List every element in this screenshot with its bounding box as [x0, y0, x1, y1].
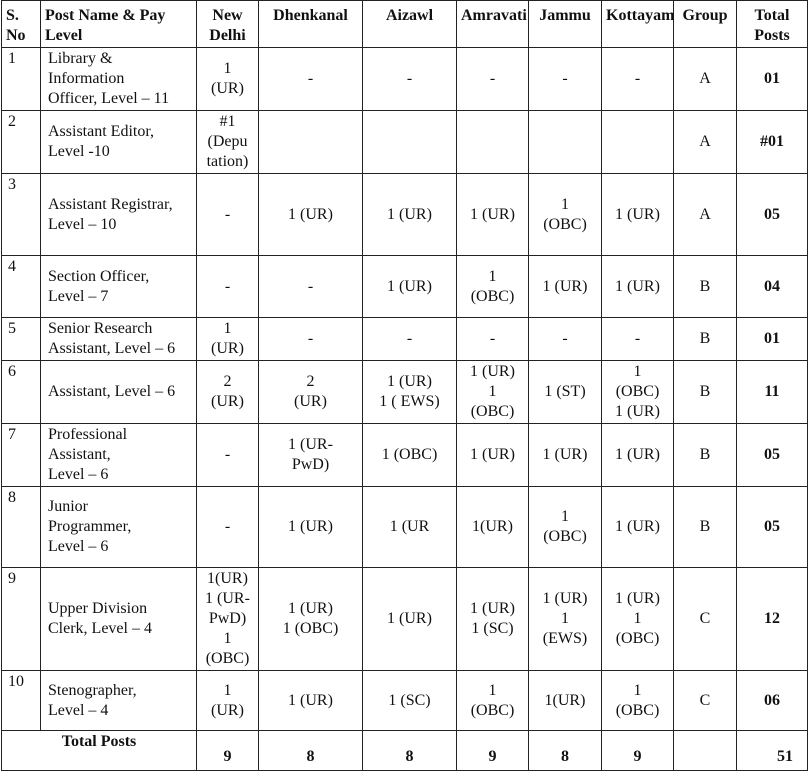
- vacancy-new-delhi: -: [197, 256, 259, 318]
- vacancy-new-delhi: 1 (UR): [197, 671, 259, 731]
- table-row: [2, 48, 808, 111]
- column-header-group: Group: [674, 1, 737, 48]
- vacancy-amravati: [457, 111, 529, 174]
- vacancy-amravati: 1 (UR): [457, 174, 529, 256]
- post-name: Stenographer, Level – 4: [41, 671, 197, 731]
- vacancy-aizawl: 1 (UR): [363, 568, 457, 671]
- vacancy-new-delhi: -: [197, 424, 259, 487]
- vacancy-kottayam: -: [602, 48, 674, 111]
- vacancy-jammu: -: [529, 48, 602, 111]
- serial-number: 9: [2, 568, 41, 671]
- vacancy-table: [1, 0, 808, 771]
- serial-number: 10: [2, 671, 41, 731]
- total-posts: 11: [737, 361, 808, 424]
- vacancy-aizawl: 1 (UR: [363, 487, 457, 568]
- serial-number: 2: [2, 111, 41, 174]
- total-dhenkanal: 8: [259, 731, 363, 771]
- total-aizawl: 8: [363, 731, 457, 771]
- vacancy-kottayam: [602, 111, 674, 174]
- vacancy-dhenkanal: 1 (UR): [259, 671, 363, 731]
- vacancy-jammu: 1 (UR) 1 (EWS): [529, 568, 602, 671]
- group: B: [674, 256, 737, 318]
- table-row: [2, 174, 808, 256]
- total-posts: 05: [737, 174, 808, 256]
- vacancy-amravati: 1 (UR) 1 (OBC): [457, 361, 529, 424]
- vacancy-jammu: 1 (UR): [529, 424, 602, 487]
- group: B: [674, 424, 737, 487]
- post-name: Senior Research Assistant, Level – 6: [41, 318, 197, 361]
- group: A: [674, 174, 737, 256]
- vacancy-new-delhi: 1(UR) 1 (UR- PwD) 1 (OBC): [197, 568, 259, 671]
- vacancy-kottayam: -: [602, 318, 674, 361]
- vacancy-new-delhi: 1 (UR): [197, 48, 259, 111]
- total-jammu: 8: [529, 731, 602, 771]
- vacancy-dhenkanal: 2 (UR): [259, 361, 363, 424]
- table-row: [2, 111, 808, 174]
- vacancy-new-delhi: -: [197, 487, 259, 568]
- vacancy-aizawl: 1 (UR): [363, 174, 457, 256]
- total-new-delhi: 9: [197, 731, 259, 771]
- vacancy-aizawl: 1 (OBC): [363, 424, 457, 487]
- vacancy-dhenkanal: 1 (UR- PwD): [259, 424, 363, 487]
- vacancy-kottayam: 1 (OBC) 1 (UR): [602, 361, 674, 424]
- vacancy-aizawl: 1 (UR) 1 ( EWS): [363, 361, 457, 424]
- group: B: [674, 361, 737, 424]
- group: A: [674, 48, 737, 111]
- vacancy-jammu: -: [529, 318, 602, 361]
- total-group: [674, 731, 737, 771]
- serial-number: 7: [2, 424, 41, 487]
- serial-number: 1: [2, 48, 41, 111]
- grand-total: 51: [737, 731, 808, 771]
- table-row: [2, 318, 808, 361]
- table-row: [2, 361, 808, 424]
- total-posts: 01: [737, 48, 808, 111]
- vacancy-kottayam: 1 (UR): [602, 424, 674, 487]
- vacancy-amravati: 1(UR): [457, 487, 529, 568]
- column-header-jammu: Jammu: [529, 1, 602, 48]
- post-name: Upper Division Clerk, Level – 4: [41, 568, 197, 671]
- total-posts: 06: [737, 671, 808, 731]
- post-name: Junior Programmer, Level – 6: [41, 487, 197, 568]
- post-name: Professional Assistant, Level – 6: [41, 424, 197, 487]
- serial-number: 4: [2, 256, 41, 318]
- post-name: Library & Information Officer, Level – 11: [41, 48, 197, 111]
- column-header-kottayam: Kottayam: [602, 1, 674, 48]
- vacancy-aizawl: -: [363, 48, 457, 111]
- column-header-s-no: S. No: [2, 1, 41, 48]
- column-header-aizawl: Aizawl: [363, 1, 457, 48]
- column-header-new-delhi: New Delhi: [197, 1, 259, 48]
- group: B: [674, 318, 737, 361]
- vacancy-aizawl: [363, 111, 457, 174]
- group: C: [674, 671, 737, 731]
- vacancy-new-delhi: -: [197, 174, 259, 256]
- vacancy-dhenkanal: -: [259, 48, 363, 111]
- vacancy-amravati: 1 (UR) 1 (SC): [457, 568, 529, 671]
- totals-label: Total Posts: [2, 731, 197, 771]
- vacancy-amravati: 1 (OBC): [457, 671, 529, 731]
- vacancy-jammu: 1 (OBC): [529, 487, 602, 568]
- column-header-post-name: Post Name & Pay Level: [41, 1, 197, 48]
- vacancy-dhenkanal: -: [259, 256, 363, 318]
- vacancy-kottayam: 1 (OBC): [602, 671, 674, 731]
- total-kottayam: 9: [602, 731, 674, 771]
- vacancy-jammu: 1 (ST): [529, 361, 602, 424]
- serial-number: 6: [2, 361, 41, 424]
- vacancy-kottayam: 1 (UR): [602, 487, 674, 568]
- total-posts: 05: [737, 424, 808, 487]
- vacancy-aizawl: -: [363, 318, 457, 361]
- serial-number: 3: [2, 174, 41, 256]
- vacancy-jammu: 1 (OBC): [529, 174, 602, 256]
- vacancy-dhenkanal: -: [259, 318, 363, 361]
- total-posts: 12: [737, 568, 808, 671]
- vacancy-kottayam: 1 (UR) 1 (OBC): [602, 568, 674, 671]
- vacancy-aizawl: 1 (SC): [363, 671, 457, 731]
- total-posts: 05: [737, 487, 808, 568]
- column-header-dhenkanal: Dhenkanal: [259, 1, 363, 48]
- vacancy-kottayam: 1 (UR): [602, 256, 674, 318]
- serial-number: 8: [2, 487, 41, 568]
- vacancy-new-delhi: 1 (UR): [197, 318, 259, 361]
- total-posts: 04: [737, 256, 808, 318]
- group: B: [674, 487, 737, 568]
- table-row: [2, 487, 808, 568]
- serial-number: 5: [2, 318, 41, 361]
- table-row: [2, 568, 808, 671]
- vacancy-new-delhi: 2 (UR): [197, 361, 259, 424]
- table-row: [2, 256, 808, 318]
- vacancy-jammu: [529, 111, 602, 174]
- table-row: [2, 424, 808, 487]
- vacancy-dhenkanal: 1 (UR): [259, 174, 363, 256]
- vacancy-amravati: -: [457, 48, 529, 111]
- table-row: [2, 671, 808, 731]
- header-row: [2, 1, 808, 48]
- vacancy-new-delhi: #1 (Depu tation): [197, 111, 259, 174]
- vacancy-kottayam: 1 (UR): [602, 174, 674, 256]
- vacancy-amravati: 1 (UR): [457, 424, 529, 487]
- totals-row: [2, 731, 808, 771]
- vacancy-jammu: 1(UR): [529, 671, 602, 731]
- group: C: [674, 568, 737, 671]
- post-name: Assistant Registrar, Level – 10: [41, 174, 197, 256]
- group: A: [674, 111, 737, 174]
- total-posts: 01: [737, 318, 808, 361]
- vacancy-dhenkanal: 1 (UR): [259, 487, 363, 568]
- total-posts: #01: [737, 111, 808, 174]
- post-name: Assistant Editor, Level -10: [41, 111, 197, 174]
- post-name: Section Officer, Level – 7: [41, 256, 197, 318]
- total-amravati: 9: [457, 731, 529, 771]
- vacancy-jammu: 1 (UR): [529, 256, 602, 318]
- column-header-total-posts: Total Posts: [737, 1, 808, 48]
- vacancy-aizawl: 1 (UR): [363, 256, 457, 318]
- vacancy-amravati: 1 (OBC): [457, 256, 529, 318]
- column-header-amravati: Amravati: [457, 1, 529, 48]
- vacancy-amravati: -: [457, 318, 529, 361]
- post-name: Assistant, Level – 6: [41, 361, 197, 424]
- vacancy-dhenkanal: 1 (UR) 1 (OBC): [259, 568, 363, 671]
- vacancy-dhenkanal: [259, 111, 363, 174]
